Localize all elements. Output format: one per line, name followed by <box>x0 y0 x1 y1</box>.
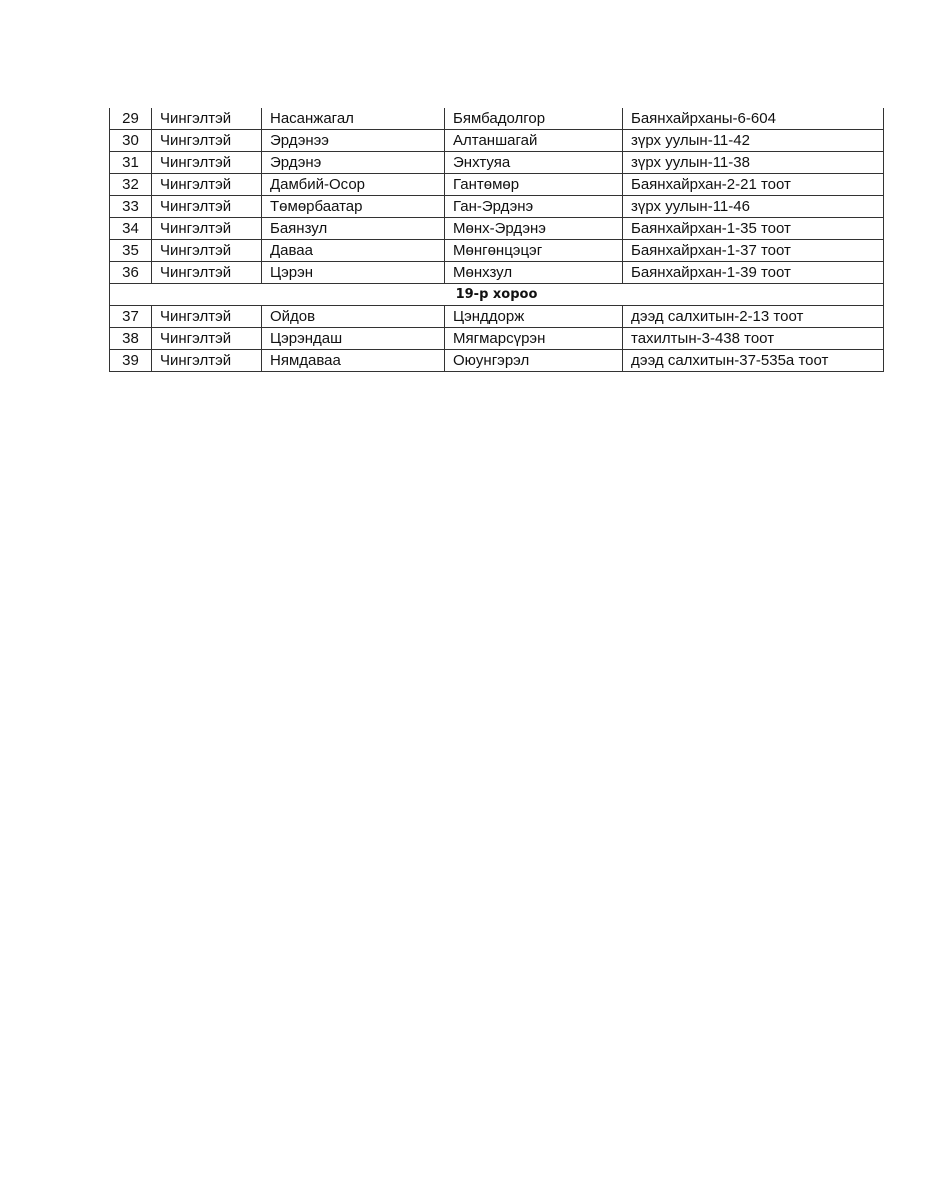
table-row <box>110 152 884 174</box>
district-cell: Чингэлтэй <box>152 152 262 174</box>
address-cell: Баянхайрхан-2-21 тоот <box>623 174 884 196</box>
given-name-cell: Ган-Эрдэнэ <box>445 196 623 218</box>
parent-name-cell: Цэрэн <box>262 262 445 284</box>
row-number: 39 <box>110 350 152 372</box>
given-name-cell: Цэнддорж <box>445 306 623 328</box>
given-name-cell: Бямбадолгор <box>445 108 623 130</box>
section-header-row <box>110 284 884 306</box>
row-number: 32 <box>110 174 152 196</box>
given-name-cell: Мөнх-Эрдэнэ <box>445 218 623 240</box>
address-cell: Баянхайрхан-1-39 тоот <box>623 262 884 284</box>
address-cell: дээд салхитын-2-13 тоот <box>623 306 884 328</box>
address-cell: Баянхайрханы-6-604 <box>623 108 884 130</box>
table-row <box>110 350 884 372</box>
address-cell: дээд салхитын-37-535а тоот <box>623 350 884 372</box>
district-cell: Чингэлтэй <box>152 218 262 240</box>
table-row <box>110 306 884 328</box>
row-number: 34 <box>110 218 152 240</box>
address-cell: зүрх уулын-11-38 <box>623 152 884 174</box>
district-cell: Чингэлтэй <box>152 350 262 372</box>
given-name-cell: Мягмарсүрэн <box>445 328 623 350</box>
parent-name-cell: Нямдаваа <box>262 350 445 372</box>
given-name-cell: Алтаншагай <box>445 130 623 152</box>
address-cell: зүрх уулын-11-42 <box>623 130 884 152</box>
district-cell: Чингэлтэй <box>152 328 262 350</box>
table-row <box>110 262 884 284</box>
given-name-cell: Гантөмөр <box>445 174 623 196</box>
address-cell: Баянхайрхан-1-37 тоот <box>623 240 884 262</box>
district-cell: Чингэлтэй <box>152 306 262 328</box>
row-number: 36 <box>110 262 152 284</box>
parent-name-cell: Эрдэнээ <box>262 130 445 152</box>
address-cell: тахилтын-3-438 тоот <box>623 328 884 350</box>
district-cell: Чингэлтэй <box>152 130 262 152</box>
given-name-cell: Оюунгэрэл <box>445 350 623 372</box>
table-row <box>110 218 884 240</box>
row-number: 37 <box>110 306 152 328</box>
row-number: 29 <box>110 108 152 130</box>
parent-name-cell: Даваа <box>262 240 445 262</box>
district-cell: Чингэлтэй <box>152 196 262 218</box>
address-cell: Баянхайрхан-1-35 тоот <box>623 218 884 240</box>
parent-name-cell: Эрдэнэ <box>262 152 445 174</box>
roster-table <box>109 108 884 372</box>
row-number: 33 <box>110 196 152 218</box>
given-name-cell: Мөнхзул <box>445 262 623 284</box>
row-number: 30 <box>110 130 152 152</box>
table-row <box>110 328 884 350</box>
parent-name-cell: Цэрэндаш <box>262 328 445 350</box>
table-row <box>110 108 884 130</box>
given-name-cell: Мөнгөнцэцэг <box>445 240 623 262</box>
section-label: 19-р хороо <box>110 284 884 306</box>
district-cell: Чингэлтэй <box>152 174 262 196</box>
district-cell: Чингэлтэй <box>152 262 262 284</box>
row-number: 35 <box>110 240 152 262</box>
parent-name-cell: Баянзул <box>262 218 445 240</box>
parent-name-cell: Насанжагал <box>262 108 445 130</box>
parent-name-cell: Төмөрбаатар <box>262 196 445 218</box>
row-number: 38 <box>110 328 152 350</box>
district-cell: Чингэлтэй <box>152 240 262 262</box>
address-cell: зүрх уулын-11-46 <box>623 196 884 218</box>
given-name-cell: Энхтуяа <box>445 152 623 174</box>
table-row <box>110 174 884 196</box>
table-row <box>110 240 884 262</box>
table-row <box>110 196 884 218</box>
table-row <box>110 130 884 152</box>
parent-name-cell: Дамбий-Осор <box>262 174 445 196</box>
district-cell: Чингэлтэй <box>152 108 262 130</box>
parent-name-cell: Ойдов <box>262 306 445 328</box>
row-number: 31 <box>110 152 152 174</box>
